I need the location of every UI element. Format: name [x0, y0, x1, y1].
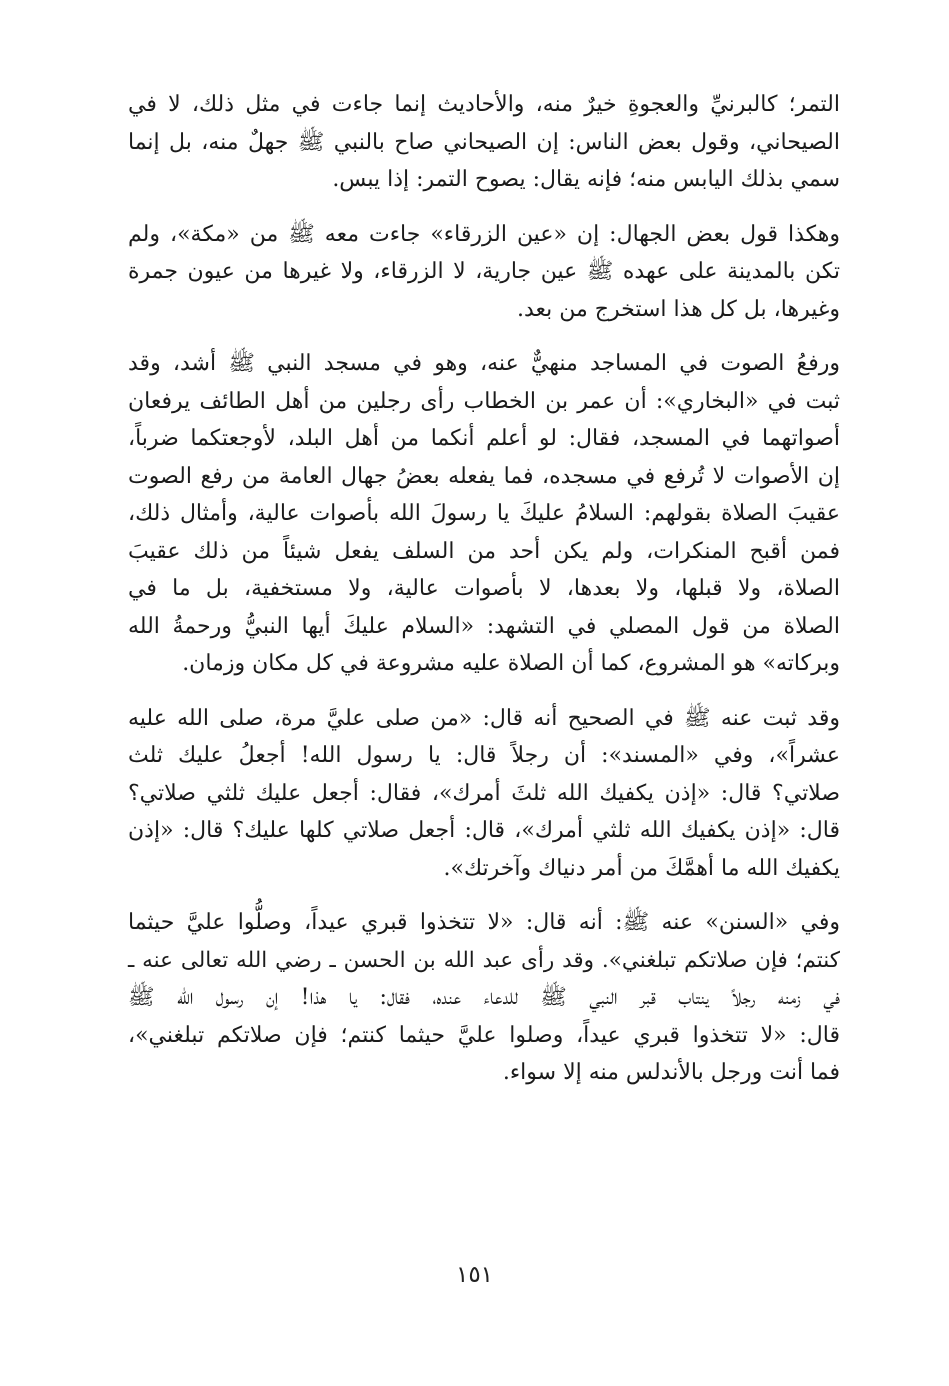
text-line: تكن بالمدينة على عهده ﷺ عين جارية، لا الزرقاء، ولا غيرها من عيون جمرة [128, 259, 840, 284]
paragraph-2 [128, 216, 840, 329]
text-line: التمر؛ كالبرنيِّ والعجوةِ خيرٌ منه، والأحاديث إنما جاءت في مثل ذلك، لا في [128, 92, 840, 117]
paragraph-4 [128, 700, 840, 888]
body-text [128, 86, 840, 1109]
text-line: فما أنت ورجل بالأندلس منه إلا سواء. [502, 1060, 840, 1085]
text-line: إن الأصوات لا تُرفع في مسجده، فما يفعله بعضُ جهال العامة من رفع الصوت [128, 463, 840, 489]
text-line: الصيحاني، وقول بعض الناس: إن الصيحاني صاح بالنبي ﷺ جهلٌ منه، بل إنما [128, 129, 840, 155]
text-line: عشراً»، وفي «المسند»: أن رجلاً قال: يا رسول الله! أجعلُ عليك ثلث [128, 743, 840, 768]
paragraph-3 [128, 345, 840, 683]
text-line: ثبت في «البخاري»: أن عمر بن الخطاب رأى رجلين من أهل الطائف يرفعان [128, 388, 840, 414]
text-line: وقد ثبت عنه ﷺ في الصحيح أنه قال: «من صلى عليَّ مرة، صلى الله عليه [128, 705, 840, 731]
text-line: سمي بذلك اليابس منه؛ فإنه يقال: يصوح التمر: إذا يبس. [332, 167, 840, 192]
text-line: أصواتهما في المسجد، فقال: لو أعلم أنكما من أهل البلد، لأوجعتكما ضرباً، [128, 426, 840, 451]
paragraph-5 [128, 904, 840, 1092]
text-line: صلاتي؟ قال: «إذن يكفيك الله ثلثَ أمرك»، فقال: أجعل عليك ثلثي صلاتي؟ [128, 780, 840, 806]
text-line: فمن أقبح المنكرات، ولم يكن أحد من السلف يفعل شيئاً من ذلك عقيبَ [128, 538, 840, 564]
text-line: قال: «لا تتخذوا قبري عيداً، وصلوا عليَّ حيثما كنتم؛ فإن صلاتكم تبلغني»، [128, 1022, 840, 1048]
text-line: وغيرها، بل كل هذا استخرج من بعد. [517, 296, 840, 322]
text-line: ورفعُ الصوت في المساجد منهيٌّ عنه، وهو في مسجد النبي ﷺ أشد، وقد [128, 351, 840, 376]
text-line: وبركاته» هو المشروع، كما أن الصلاة عليه مشروعة في كل مكان وزمان. [182, 651, 840, 676]
text-line: في زمنه رجلاً ينتاب قبر النبي ﷺ للدعاء عنده، فقال: يا هذا! إن رسول الله ﷺ [128, 985, 840, 1010]
text-line: وهكذا قول بعض الجهال: إن «عين الزرقاء» جاءت معه ﷺ من «مكة»، ولم [128, 221, 840, 247]
text-line: الصلاة من قول المصلي في التشهد: «السلام عليكَ أيها النبيُّ ورحمةُ الله [128, 613, 840, 639]
text-line: يكفيك الله ما أهمَّكَ من أمر دنياك وآخرتك». [443, 855, 840, 881]
text-line: وفي «السنن» عنه ﷺ: أنه قال: «لا تتخذوا قبري عيداً، وصلُّوا عليَّ حيثما [128, 910, 840, 935]
paragraph-1 [128, 86, 840, 199]
text-line: عقيبَ الصلاة بقولهم: السلامُ عليكَ يا رسولَ الله بأصوات عالية، وأمثال ذلك، [128, 501, 841, 526]
text-line: قال: «إذن يكفيك الله ثلثي أمرك»، قال: أجعل صلاتي كلها عليك؟ قال: «إذن [128, 818, 840, 843]
text-line: الصلاة، ولا قبلها، ولا بعدها، لا بأصوات عالية، ولا مستخفية، بل ما في [128, 576, 840, 601]
text-line: كنتم؛ فإن صلاتكم تبلغني». وقد رأى عبد الله بن الحسن ـ رضي الله تعالى عنه ـ [128, 947, 840, 973]
page-number: ١٥١ [455, 1262, 494, 1288]
